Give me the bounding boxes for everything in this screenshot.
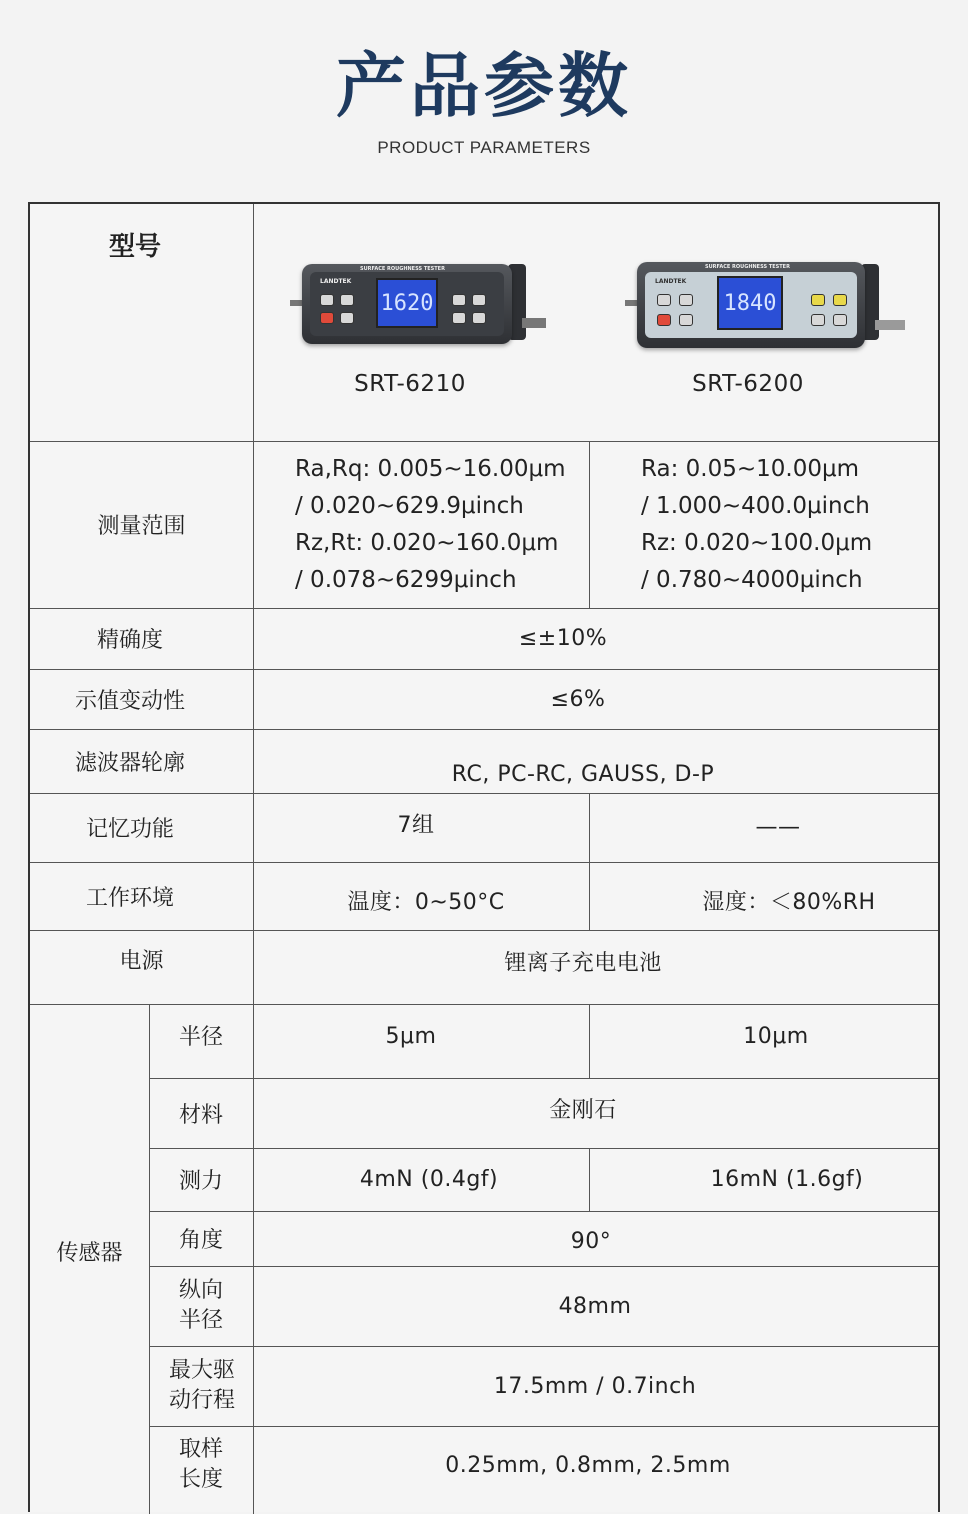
environment-label: 工作环境 (85, 885, 174, 911)
radius-srt-6210: 5μm (385, 1023, 437, 1049)
page-title: 产品参数 (336, 45, 632, 127)
filter-value: RC, PC-RC, GAUSS, D-P (451, 761, 715, 787)
spec-table (28, 202, 940, 1512)
sensor-label: 传感器 (56, 1241, 123, 1266)
device-brand: LANDTEK (655, 278, 687, 285)
range-line: Rz,Rt: 0.020~160.0μm (295, 529, 559, 556)
material-label: 材料 (178, 1102, 223, 1128)
force-label: 测力 (178, 1169, 223, 1194)
vertical-radius-label-line1: 纵向 (178, 1278, 223, 1303)
max-stroke-value: 17.5mm / 0.7inch (493, 1373, 697, 1399)
model-name-srt-6200: SRT-6200 (692, 371, 804, 397)
range-line: Rz: 0.020~100.0μm (641, 529, 873, 556)
radius-srt-6200: 10μm (743, 1023, 809, 1049)
vertical-radius-label (149, 1266, 253, 1346)
device-image-srt-6210 (290, 256, 550, 356)
accuracy-value: ≤±10% (518, 626, 608, 651)
range-label: 测量范围 (97, 514, 186, 539)
device-brand: LANDTEK (320, 278, 352, 285)
max-stroke-label-line1: 最大驱 (168, 1358, 235, 1383)
memory-srt-6200: —— (755, 815, 801, 840)
memory-label: 记忆功能 (85, 817, 174, 842)
max-stroke-label (149, 1346, 255, 1426)
env-temperature: 温度：0~50°C (347, 889, 505, 915)
device-image-srt-6200 (625, 254, 915, 354)
range-srt-6200 (589, 441, 938, 608)
variation-label: 示值变动性 (74, 688, 185, 714)
sample-length-label (149, 1426, 253, 1504)
sample-length-value: 0.25mm, 0.8mm, 2.5mm (445, 1452, 731, 1478)
range-line: / 0.780~4000μinch (641, 566, 863, 593)
range-line: Ra,Rq: 0.005~16.00μm (295, 455, 566, 482)
device-screen: 1840 (717, 276, 783, 330)
model-label: 型号 (108, 231, 161, 262)
range-line: Ra: 0.05~10.00μm (641, 455, 859, 482)
device-title: SURFACE ROUGHNESS TESTER (705, 264, 790, 270)
power-label: 电源 (119, 948, 164, 974)
env-humidity: 湿度：＜80%RH (702, 889, 876, 915)
angle-value: 90° (570, 1228, 612, 1254)
angle-label: 角度 (178, 1228, 223, 1253)
device-title: SURFACE ROUGHNESS TESTER (360, 266, 445, 272)
memory-srt-6210: 7组 (397, 813, 435, 838)
accuracy-label: 精确度 (96, 628, 163, 653)
model-name-srt-6210: SRT-6210 (354, 371, 466, 397)
filter-label: 滤波器轮廓 (74, 750, 185, 776)
vertical-radius-value: 48mm (558, 1293, 632, 1319)
max-stroke-label-line2: 动行程 (168, 1388, 235, 1413)
sample-length-label-line2: 长度 (178, 1467, 223, 1492)
page-subtitle: PRODUCT PARAMETERS (377, 138, 591, 157)
radius-label: 半径 (178, 1024, 223, 1050)
sample-length-label-line1: 取样 (178, 1437, 223, 1462)
range-line: / 0.020~629.9μinch (295, 492, 524, 519)
material-value: 金刚石 (549, 1097, 617, 1123)
power-value: 锂离子充电电池 (504, 950, 662, 976)
device-screen: 1620 (376, 278, 438, 328)
force-srt-6200: 16mN (1.6gf) (710, 1167, 864, 1192)
range-line: / 0.078~6299μinch (295, 566, 517, 593)
range-srt-6210 (253, 441, 589, 608)
range-line: / 1.000~400.0μinch (641, 492, 870, 519)
variation-value: ≤6% (550, 686, 606, 712)
force-srt-6210: 4mN (0.4gf) (359, 1167, 499, 1192)
vertical-radius-label-line2: 半径 (178, 1308, 223, 1333)
